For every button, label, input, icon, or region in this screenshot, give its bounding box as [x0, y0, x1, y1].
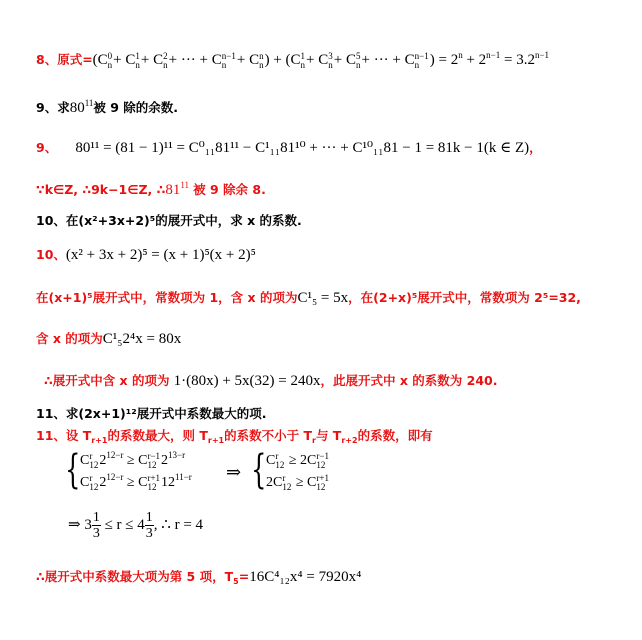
implies-arrow: ⇒ [226, 462, 242, 482]
c9-text-c: 被 9 除余 8. [193, 182, 266, 197]
line-8-answer [36, 50, 549, 70]
q9-text: 9、求 [36, 100, 70, 115]
line-10-answer [36, 245, 256, 264]
a11-t2: 的系数最大，则 T [107, 428, 208, 443]
line-9-answer [36, 138, 542, 157]
a10c-text: 含 x 的项为 [36, 331, 103, 346]
fraction-2: $\frac{1}{3}$ [145, 510, 153, 541]
sys-row-2: C r 12 $2^{12-r} \ge C$ r+1 12 $12^{11-r}$ [80, 472, 192, 492]
final-formula: 16C⁴₁₂x⁴ = 7920x⁴ [249, 569, 362, 585]
line-10-detail-1 [36, 288, 581, 307]
a10-formula: (x² + 3x + 2)⁵ = (x + 1)⁵(x + 2)⁵ [65, 247, 256, 263]
line-10-conclusion [44, 371, 497, 390]
sys-row-3: C r 12 ≥ 2C r−1 12 [266, 451, 329, 470]
a10b-text-b: ，在(2+x)⁵展开式中，常数项为 2⁵=32, [348, 290, 581, 305]
c9-power: $81^{11}$ [165, 180, 189, 198]
line-11-question [36, 404, 266, 422]
final-text-a: ∴展开式中系数最大项为第 5 项，T [36, 569, 234, 584]
a11-s1: r+1 [91, 436, 108, 445]
right-brace: { [251, 447, 267, 493]
range-b: ≤ r ≤ 4 [104, 516, 145, 533]
a11-t1: 11、设 T [36, 428, 92, 443]
sys-row-4: 2C r 12 ≥ C r+1 12 [266, 473, 329, 492]
q10-text: 10、在(x²+3x+2)⁵的展开式中，求 x 的系数. [36, 213, 302, 228]
q9-tail: 被 9 除的余数. [93, 100, 179, 115]
a11-s3: r [312, 436, 316, 445]
a10b-formula: C¹₅ = 5x [297, 290, 349, 306]
line-10-question [36, 211, 302, 229]
label-8: 8、原式= [36, 52, 93, 67]
c9-text-a: ∵k∈Z, ∴9k−1∈Z, ∴ [36, 182, 166, 197]
range-c: , ∴ r = 4 [153, 516, 204, 533]
line-11-answer [36, 426, 433, 444]
final-sub: 5 [233, 577, 239, 586]
line-10-detail-2 [36, 329, 181, 348]
left-brace: { [65, 447, 81, 493]
q11-text: 11、求(2x+1)¹²展开式中系数最大的项. [36, 406, 267, 421]
a10c-formula: C¹₅2⁴x = 80x [102, 331, 182, 347]
a10d-text-b: ，此展开式中 x 的系数为 240. [320, 373, 498, 388]
range-line [68, 510, 203, 541]
a9-formula: 80¹¹ = (81 − 1)¹¹ = C⁰₁₁81¹¹ − C¹₁₁81¹⁰ + ··· + C¹⁰₁₁81 − 1 = 81k − 1(k ∈ Z) [75, 140, 530, 156]
q9-base: $80^{11}$ [69, 98, 94, 116]
a9-comma: ， [529, 140, 542, 155]
line-9-conclusion [36, 180, 266, 199]
formula-8: (C 0 n + C 1 n + C 2 n + ··· + C n−1 n + C n n ) + (C 1 n + C 3 n + C 5 n + ··· + C n−1 n ) = $2^n + 2^{n-1} = 3.2^{n-1}$ [92, 50, 550, 70]
line-9-question [36, 98, 178, 117]
line-11-conclusion [36, 567, 361, 586]
a11-t5: 的系数，即有 [357, 428, 433, 443]
a9-label: 9、 [36, 140, 58, 155]
a11-s2: r+1 [207, 436, 225, 445]
fraction-1: $\frac{1}{3}$ [92, 510, 100, 541]
a10b-text-a: 在(x+1)⁵展开式中，常数项为 1，含 x 的项为 [36, 290, 298, 305]
final-eq: = [238, 569, 250, 584]
range-a: ⇒ 3 [68, 516, 92, 533]
inequality-system [56, 448, 386, 498]
a11-s4: r+2 [341, 436, 358, 445]
a10-label: 10、 [36, 247, 66, 262]
a11-t4: 与 T [315, 428, 342, 443]
a11-t3: 的系数不小于 T [224, 428, 312, 443]
a10d-text-a: ∴展开式中含 x 的项为 [44, 373, 170, 388]
sys-row-1: C r 12 $2^{12-r} \ge C$ r−1 12 $2^{13-r}$ [80, 450, 186, 470]
a10d-formula: 1·(80x) + 5x(32) = 240x [173, 373, 321, 389]
